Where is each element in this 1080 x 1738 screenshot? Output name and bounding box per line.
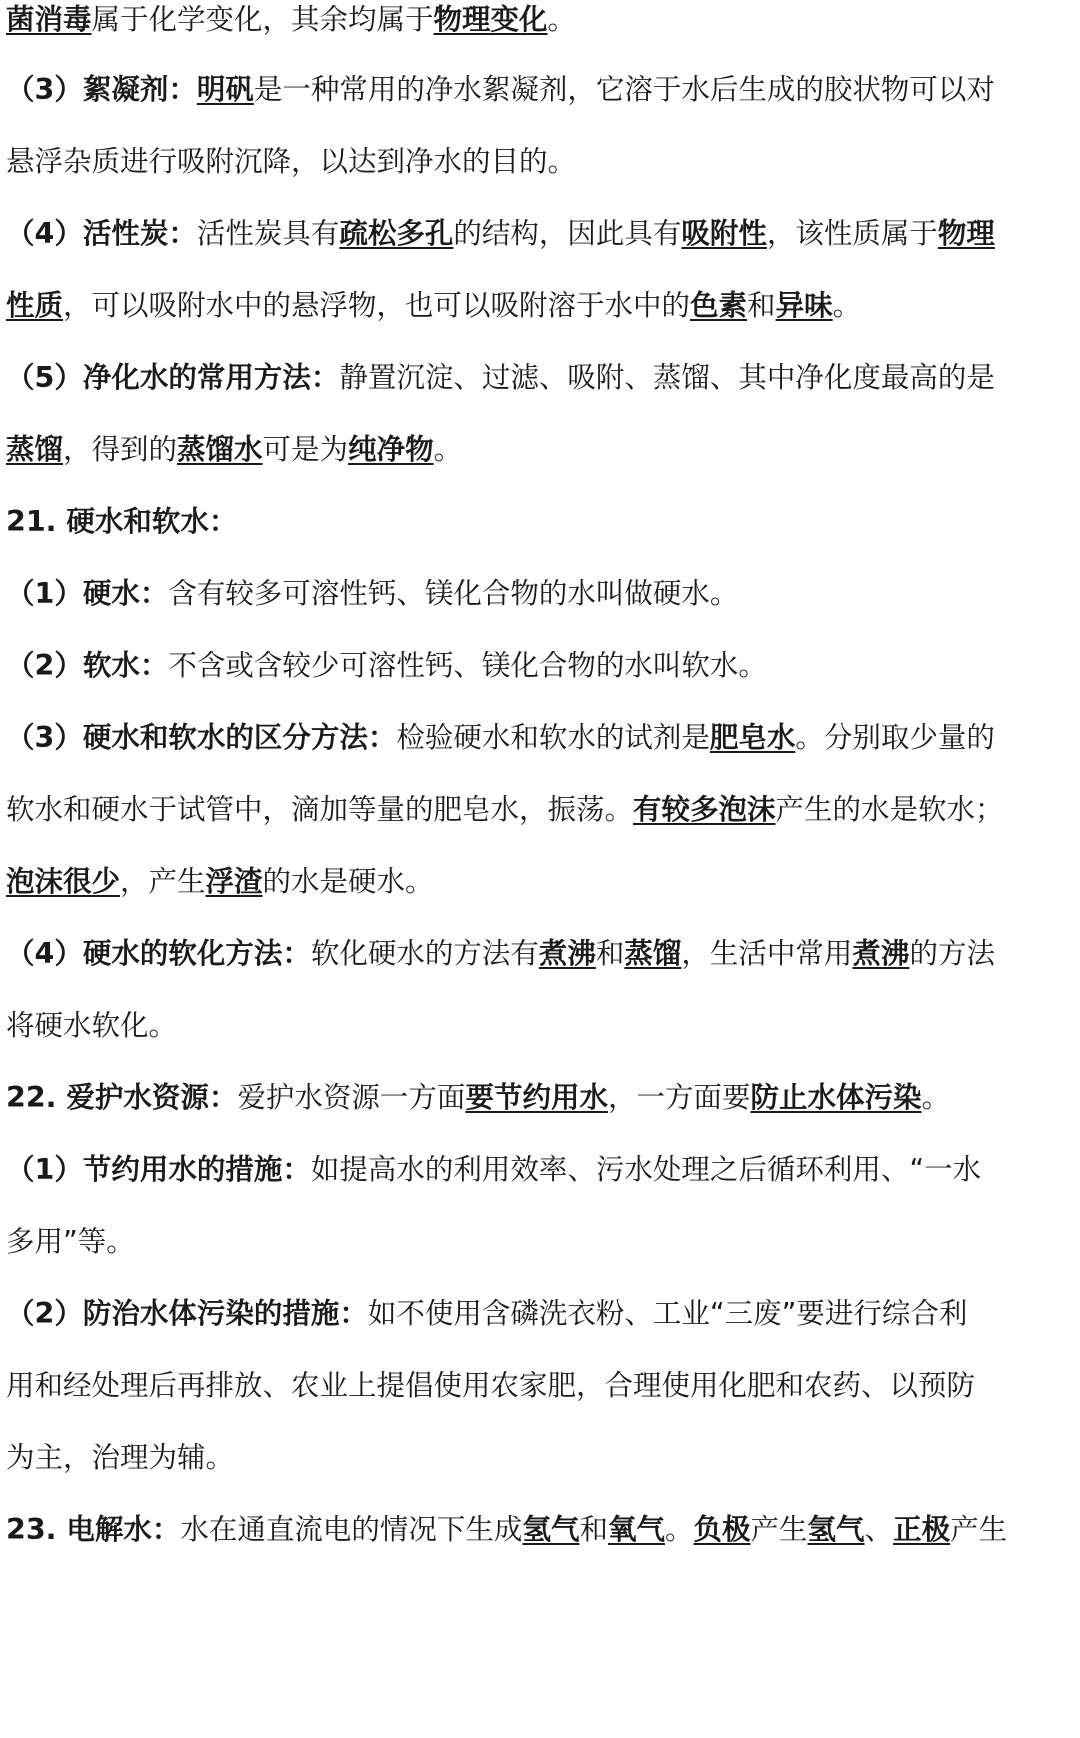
key-term: 蒸馏 [624,937,682,970]
key-term: 氧气 [607,1513,665,1546]
key-term: 正极 [893,1513,951,1546]
text-line [6,0,1068,40]
text-line [6,1366,1068,1406]
body-text: ，生活中常用 [681,937,853,970]
body-text: 。 [921,1081,950,1114]
body-text: ，得到的 [63,433,178,466]
section-heading: 21. 硬水和软水： [6,505,238,538]
text-line [6,1006,1068,1046]
key-term: 色素 [690,289,748,322]
body-text: ，一方面要 [607,1081,751,1114]
text-line [6,934,1068,974]
body-text: 。 [664,1513,694,1546]
body-text: 是一种常用的净水絮凝剂，它溶于水后生成的胶状物可以对 [253,73,995,106]
key-term: 异味 [775,289,833,322]
text-line [6,70,1068,110]
body-text: 的方法 [909,937,995,970]
text-line [6,430,1068,470]
body-text: 产生的水是软水； [775,793,1004,826]
body-text: 属于化学变化，其余均属于 [91,3,434,36]
key-term: 有较多泡沫 [633,793,776,826]
body-text: 活性炭具有 [196,217,340,250]
key-term: 防止水体污染 [750,1081,922,1114]
key-term: 物理变化 [433,3,548,36]
section-heading: （1）节约用水的措施： [6,1153,311,1186]
key-term: 蒸馏 [6,433,64,466]
key-term: 纯净物 [348,433,434,466]
text-line [6,286,1068,326]
body-text: 和 [579,1513,608,1546]
body-text: 、 [864,1513,894,1546]
section-heading: （5）净化水的常用方法： [6,361,340,394]
key-term: 明矾 [196,73,254,106]
text-line [6,214,1068,254]
body-text: 产生 [950,1513,1008,1546]
body-text: 含有较多可溶性钙、镁化合物的水叫做硬水。 [168,577,739,610]
text-line [6,358,1068,398]
text-line [6,862,1068,902]
text-line [6,1222,1068,1262]
key-term: 物理 [937,217,995,250]
key-term: 煮沸 [538,937,596,970]
key-term: 浮渣 [205,865,263,898]
text-line [6,718,1068,758]
body-text: 的水是硬水。 [262,865,434,898]
section-heading: （2）软水： [6,649,169,682]
section-heading: （2）防治水体污染的措施： [6,1297,368,1330]
body-text: 。 [433,433,463,466]
body-text: 和 [595,937,625,970]
text-line [6,502,1068,542]
text-line [6,790,1068,830]
section-heading: （4）硬水的软化方法： [6,937,311,970]
text-line [6,1510,1068,1550]
section-heading: （4）活性炭： [6,217,197,250]
section-heading: （1）硬水： [6,577,169,610]
body-text: 产生 [750,1513,808,1546]
key-term: 性质 [6,289,64,322]
body-text: 。 [832,289,862,322]
body-text: 如提高水的利用效率、污水处理之后循环利用、“一水 [310,1153,982,1186]
body-text: ，该性质属于 [766,217,938,250]
key-term: 蒸馏水 [177,433,263,466]
section-heading: 22. 爱护水资源： [6,1081,238,1114]
body-text: 不含或含较少可溶性钙、镁化合物的水叫软水。 [168,649,767,682]
text-line [6,1294,1068,1334]
key-term: 负极 [693,1513,751,1546]
body-text: 多用”等。 [6,1225,135,1258]
body-text: 用和经处理后再排放、农业上提倡使用农家肥，合理使用化肥和农药、以预防 [6,1369,976,1402]
text-line [6,1438,1068,1478]
body-text: 的结构，因此具有 [453,217,682,250]
body-text: 。分别取少量的 [795,721,995,754]
key-term: 菌消毒 [6,3,92,36]
text-line [6,646,1068,686]
key-term: 疏松多孔 [339,217,454,250]
body-text: ，可以吸附水中的悬浮物，也可以吸附溶于水中的 [63,289,691,322]
section-heading: （3）絮凝剂： [6,73,197,106]
body-text: 。 [547,3,577,36]
key-term: 要节约用水 [465,1081,608,1114]
body-text: 将硬水软化。 [6,1009,178,1042]
body-text: 检验硬水和软水的试剂是 [396,721,710,754]
body-text: 软化硬水的方法有 [310,937,539,970]
key-term: 煮沸 [852,937,910,970]
key-term: 肥皂水 [709,721,796,754]
section-heading: （3）硬水和软水的区分方法： [6,721,397,754]
text-line [6,1078,1068,1118]
key-term: 氢气 [807,1513,865,1546]
text-line [6,574,1068,614]
body-text: 悬浮杂质进行吸附沉降，以达到净水的目的。 [6,145,577,178]
body-text: 可是为 [262,433,349,466]
key-term: 泡沫很少 [6,865,121,898]
body-text: ，产生 [120,865,206,898]
body-text: 水在通直流电的情况下生成 [180,1513,523,1546]
body-text: 爱护水资源一方面 [237,1081,466,1114]
body-text: 为主，治理为辅。 [6,1441,235,1474]
text-line [6,142,1068,182]
body-text: 软水和硬水于试管中，滴加等量的肥皂水，振荡。 [6,793,634,826]
body-text: 和 [747,289,776,322]
key-term: 氢气 [522,1513,580,1546]
section-heading: 23. 电解水： [6,1513,181,1546]
text-line [6,1150,1068,1190]
body-text: 静置沉淀、过滤、吸附、蒸馏、其中净化度最高的是 [339,361,995,394]
body-text: 如不使用含磷洗衣粉、工业“三废”要进行综合利 [367,1297,968,1330]
key-term: 吸附性 [681,217,767,250]
